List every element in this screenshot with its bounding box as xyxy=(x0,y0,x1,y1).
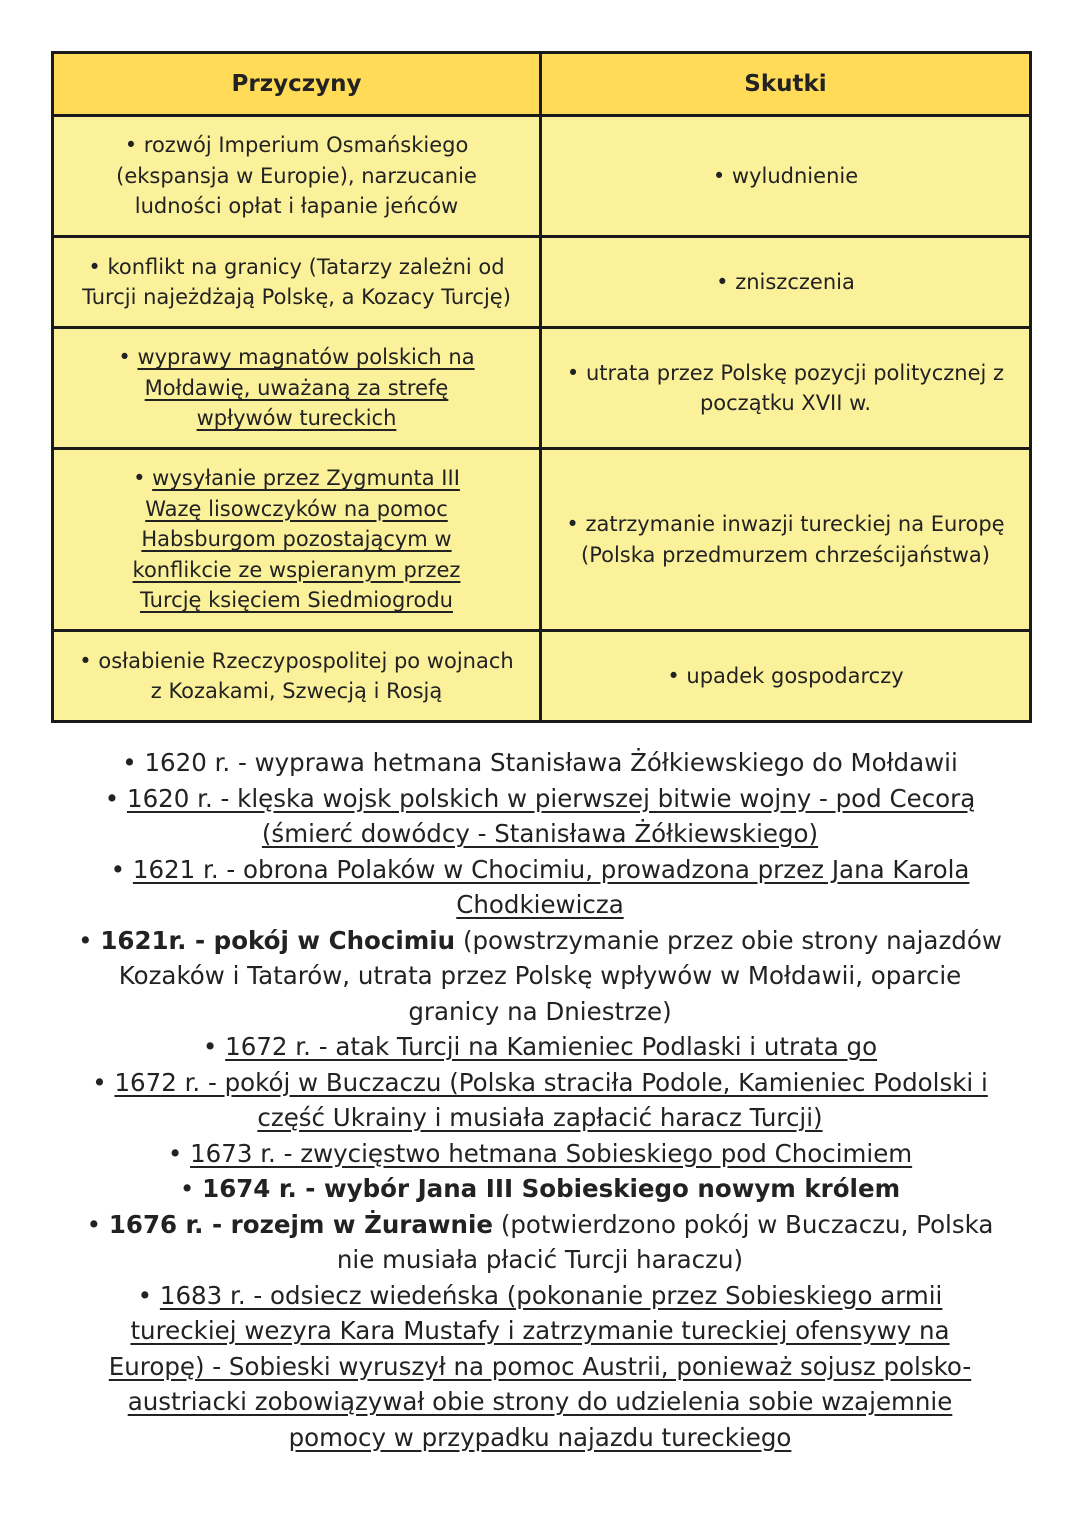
cause-cell: • osłabienie Rzeczypospolitej po wojnach z Kozakami, Szwecją i Rosją xyxy=(53,631,541,722)
timeline-text: 1672 r. - pokój w Buczaczu (Polska straciła Podole, Kamieniec Podolski i część Ukrainy i musiała zapłacić haracz Turcji) xyxy=(114,1067,988,1132)
timeline-item: • 1621r. - pokój w Chocimiu (powstrzymanie przez obie strony najazdów Kozaków i Tatarów, utrata przez Polskę wpływów w Mołdawii, oparcie granicy na Dniestrze) xyxy=(78,925,1002,1026)
cause-cell: • wyprawy magnatów polskich na Mołdawię, uważaną za strefę wpływów tureckich xyxy=(53,328,541,449)
timeline-text: 1672 r. - atak Turcji na Kamieniec Podlaski i utrata go xyxy=(225,1032,878,1061)
timeline-item: • 1672 r. - pokój w Buczaczu (Polska straciła Podole, Kamieniec Podolski i część Ukrainy i musiała zapłacić haracz Turcji) xyxy=(92,1067,988,1132)
timeline-text: 1620 r. - wyprawa hetmana Stanisława Żółkiewskiego do Mołdawii xyxy=(144,748,958,777)
timeline-bold-text: 1621r. - pokój w Chocimiu xyxy=(100,925,456,955)
cause-cell: • konflikt na granicy (Tatarzy zależni od Turcji najeżdżają Polskę, a Kozacy Turcję) xyxy=(53,237,541,328)
causes-effects-table xyxy=(51,51,1032,723)
timeline-item: • 1620 r. - klęska wojsk polskich w pierwszej bitwie wojny - pod Cecorą (śmierć dowódcy - Stanisława Żółkiewskiego) xyxy=(104,783,976,848)
cause-cell: • rozwój Imperium Osmańskiego (ekspansja w Europie), narzucanie ludności opłat i łapanie jeńców xyxy=(53,116,541,237)
cause-text: wyprawy magnatów polskich na Mołdawię, uważaną za strefę wpływów tureckich xyxy=(137,345,475,431)
timeline-text: (powstrzymanie przez obie strony najazdów Kozaków i Tatarów, utrata przez Polskę wpływów w Mołdawii, oparcie granicy na Dniestrze) xyxy=(118,925,1002,1026)
timeline-item: • 1621 r. - obrona Polaków w Chocimiu, prowadzona przez Jana Karola Chodkiewicza xyxy=(110,854,970,919)
cause-text: rozwój Imperium Osmańskiego (ekspansja w Europie), narzucanie ludności opłat i łapanie jeńców xyxy=(116,133,477,219)
timeline-text: 1673 r. - zwycięstwo hetmana Sobieskiego pod Chocimiem xyxy=(190,1138,913,1168)
timeline-item: • 1673 r. - zwycięstwo hetmana Sobieskiego pod Chocimiem xyxy=(167,1138,913,1168)
table-row xyxy=(53,116,1031,237)
header-effects: Skutki xyxy=(541,53,1031,116)
timeline-item: • 1672 r. - atak Turcji na Kamieniec Podlaski i utrata go xyxy=(202,1032,878,1061)
timeline-text: 1683 r. - odsiecz wiedeńska (pokonanie przez Sobieskiego armii tureckiej wezyra Kara Mustafy i zatrzymanie tureckiej ofensywy na Europę) - Sobieski wyruszył na pomoc Austrii, ponieważ sojusz polsko-austriacki zobowiązywał obie strony do udzielenia sobie wzajemnie pomocy w przypadku najazdu tureckiego xyxy=(108,1280,972,1452)
effect-cell: • zatrzymanie inwazji tureckiej na Europę (Polska przedmurzem chrześcijaństwa) xyxy=(541,449,1031,631)
effect-text: zniszczenia xyxy=(735,269,855,294)
timeline-item: • 1620 r. - wyprawa hetmana Stanisława Żółkiewskiego do Mołdawii xyxy=(122,748,958,777)
cause-cell: • wysyłanie przez Zygmunta III Wazę lisowczyków na pomoc Habsburgom pozostającym w konflikcie ze wspieranym przez Turcję księciem Siedmiogrodu xyxy=(53,449,541,631)
effect-cell: • utrata przez Polskę pozycji politycznej z początku XVII w. xyxy=(541,328,1031,449)
timeline-text: (potwierdzono pokój w Buczaczu, Polska nie musiała płacić Turcji haraczu) xyxy=(336,1209,994,1274)
table-row xyxy=(53,631,1031,722)
cause-text: konflikt na granicy (Tatarzy zależni od Turcji najeżdżają Polskę, a Kozacy Turcję) xyxy=(82,254,511,309)
timeline-item: • 1674 r. - wybór Jana III Sobieskiego nowym królem xyxy=(179,1174,901,1203)
timeline-text: 1621 r. - obrona Polaków w Chocimiu, prowadzona przez Jana Karola Chodkiewicza xyxy=(132,854,970,919)
effect-text: upadek gospodarczy xyxy=(686,663,904,688)
table-header-row xyxy=(53,53,1031,116)
timeline-list xyxy=(76,745,1004,1455)
timeline-item: • 1676 r. - rozejm w Żurawnie (potwierdzono pokój w Buczaczu, Polska nie musiała płacić Turcji haraczu) xyxy=(86,1209,994,1274)
table-row xyxy=(53,449,1031,631)
table-row xyxy=(53,328,1031,449)
effect-cell: • upadek gospodarczy xyxy=(541,631,1031,722)
timeline-text: 1620 r. - klęska wojsk polskich w pierwszej bitwie wojny - pod Cecorą (śmierć dowódcy - Stanisława Żółkiewskiego) xyxy=(127,783,976,848)
effect-text: zatrzymanie inwazji tureckiej na Europę (Polska przedmurzem chrześcijaństwa) xyxy=(581,512,1005,567)
timeline-bold-text: 1676 r. - rozejm w Żurawnie xyxy=(108,1209,494,1239)
header-causes: Przyczyny xyxy=(53,53,541,116)
timeline-bold-text: 1674 r. - wybór Jana III Sobieskiego nowym królem xyxy=(202,1174,901,1203)
cause-text: osłabienie Rzeczypospolitej po wojnach z Kozakami, Szwecją i Rosją xyxy=(98,648,514,703)
table-row xyxy=(53,237,1031,328)
effect-text: utrata przez Polskę pozycji politycznej z początku XVII w. xyxy=(585,360,1005,415)
cause-text: wysyłanie przez Zygmunta III Wazę lisowczyków na pomoc Habsburgom pozostającym w konflikcie ze wspieranym przez Turcję księciem Siedmiogrodu xyxy=(132,466,461,613)
timeline-item: • 1683 r. - odsiecz wiedeńska (pokonanie przez Sobieskiego armii tureckiej wezyra Kara Mustafy i zatrzymanie tureckiej ofensywy na Europę) - Sobieski wyruszył na pomoc Austrii, ponieważ sojusz polsko-austriacki zobowiązywał obie strony do udzielenia sobie wzajemnie pomocy w przypadku najazdu tureckiego xyxy=(108,1280,972,1452)
effect-text: wyludnienie xyxy=(731,163,859,188)
effect-cell: • wyludnienie xyxy=(541,116,1031,237)
effect-cell: • zniszczenia xyxy=(541,237,1031,328)
